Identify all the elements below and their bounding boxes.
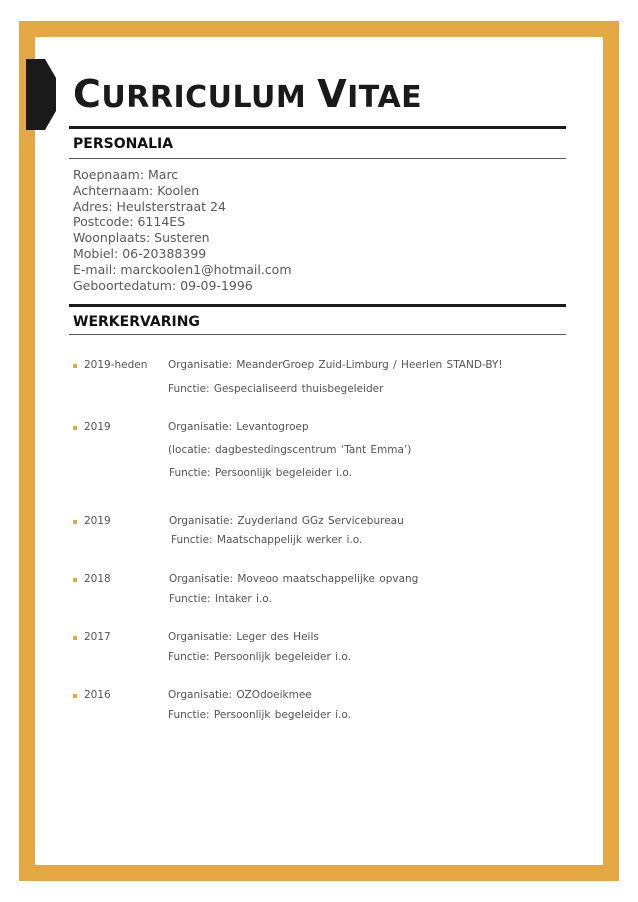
experience-year: 2019-heden xyxy=(84,359,148,371)
bullet-icon xyxy=(73,578,77,582)
experience-year: 2017 xyxy=(84,631,111,643)
personal-achternaam: Achternaam: Koolen xyxy=(73,182,200,198)
experience-organisation: Organisatie: MeanderGroep Zuid-Limburg / Heerlen STAND-BY! xyxy=(168,359,503,371)
experience-function: Functie: Persoonlijk begeleider i.o. xyxy=(169,467,352,479)
experience-year: 2019 xyxy=(84,515,111,527)
personal-roepnaam: Roepnaam: Marc xyxy=(73,167,179,182)
section-title-personalia: PERSONALIA xyxy=(73,136,174,152)
divider xyxy=(69,158,566,159)
experience-organisation: Organisatie: Leger des Heils xyxy=(168,631,319,643)
experience-function: Functie: Intaker i.o. xyxy=(169,593,272,605)
experience-organisation: Organisatie: OZOdoeikmee xyxy=(168,689,312,701)
personal-postcode: Postcode: 6114ES xyxy=(73,214,186,230)
experience-year: 2016 xyxy=(84,689,111,701)
personal-woonplaats: Woonplaats: Susteren xyxy=(73,230,210,246)
bullet-icon xyxy=(73,694,77,698)
divider xyxy=(69,304,566,307)
divider xyxy=(69,334,566,335)
personal-mobiel: Mobiel: 06-20388399 xyxy=(73,245,207,261)
decorative-tab-icon xyxy=(26,59,56,130)
bullet-icon xyxy=(73,426,77,430)
experience-year: 2019 xyxy=(84,421,111,433)
personal-email: E-mail: marckoolen1@hotmail.com xyxy=(73,261,292,277)
bullet-icon xyxy=(73,520,77,524)
experience-year: 2018 xyxy=(84,573,111,585)
bullet-icon xyxy=(73,364,77,368)
divider xyxy=(69,126,566,129)
experience-organisation: Organisatie: Zuyderland GGz Servicebureau xyxy=(169,515,404,527)
experience-organisation: Organisatie: Levantogroep xyxy=(168,421,309,433)
experience-location: (locatie: dagbestedingscentrum ‘Tant Emma’) xyxy=(168,444,412,456)
experience-function: Functie: Gespecialiseerd thuisbegeleider xyxy=(168,383,384,395)
experience-function: Functie: Persoonlijk begeleider i.o. xyxy=(168,709,351,721)
experience-organisation: Organisatie: Moveoo maatschappelijke opvang xyxy=(169,573,419,585)
personal-details xyxy=(73,167,292,293)
page-title: CURRICULUM VITAE xyxy=(73,72,423,116)
personal-adres: Adres: Heulsterstraat 24 xyxy=(73,198,226,214)
section-title-werkervaring: WERKERVARING xyxy=(73,314,200,330)
personal-geboortedatum: Geboortedatum: 09-09-1996 xyxy=(73,277,253,293)
experience-function: Functie: Maatschappelijk werker i.o. xyxy=(171,534,363,546)
bullet-icon xyxy=(73,636,77,640)
experience-function: Functie: Persoonlijk begeleider i.o. xyxy=(168,651,351,663)
